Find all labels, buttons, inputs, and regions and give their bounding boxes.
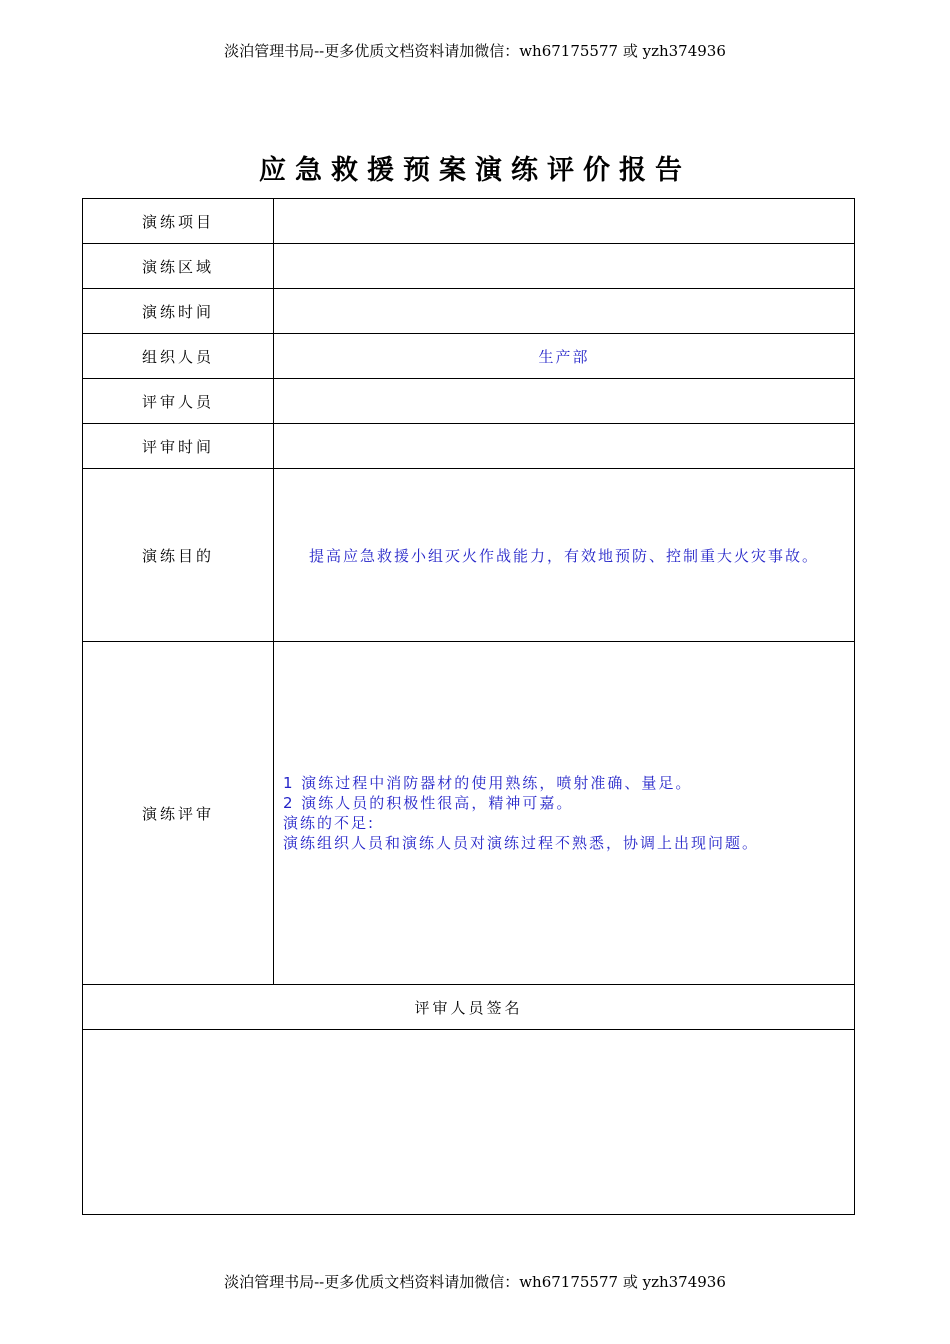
document-title: 应急救援预案演练评价报告 [259, 155, 691, 186]
header-note: 淡泊管理书局--更多优质文档资料请加微信：wh67175577 或 yzh374936 [224, 42, 726, 60]
purpose-label: 演练目的 [83, 469, 274, 642]
signature-area[interactable] [83, 1030, 855, 1215]
review-line: 演练组织人员和演练人员对演练过程不熟悉，协调上出现问题。 [283, 834, 760, 852]
reviewer-field[interactable] [274, 379, 855, 424]
evaluation-table [82, 198, 855, 1215]
project-label: 演练项目 [83, 199, 274, 244]
review-time-field[interactable] [274, 424, 855, 469]
time-label: 演练时间 [83, 289, 274, 334]
table-row [83, 469, 855, 642]
project-field[interactable] [274, 199, 855, 244]
footer-note: 淡泊管理书局--更多优质文档资料请加微信：wh67175577 或 yzh374936 [224, 1273, 726, 1291]
table-row [83, 244, 855, 289]
review-field[interactable] [274, 642, 855, 985]
review-line: 演练的不足: [283, 814, 376, 832]
reviewer-label: 评审人员 [83, 379, 274, 424]
review-time-label: 评审时间 [83, 424, 274, 469]
table-row [83, 379, 855, 424]
table-row [83, 1030, 855, 1215]
table-row [83, 334, 855, 379]
review-line: 1 演练过程中消防器材的使用熟练，喷射准确、量足。 [283, 774, 693, 792]
review-label: 演练评审 [83, 642, 274, 985]
organizer-field[interactable]: 生产部 [274, 334, 855, 379]
area-field[interactable] [274, 244, 855, 289]
table-row [83, 642, 855, 985]
table-row [83, 199, 855, 244]
table-row [83, 289, 855, 334]
signature-label: 评审人员签名 [83, 985, 855, 1030]
review-lines [274, 773, 854, 853]
area-label: 演练区域 [83, 244, 274, 289]
purpose-field[interactable]: 提高应急救援小组灭火作战能力，有效地预防、控制重大火灾事故。 [274, 469, 855, 642]
review-line: 2 演练人员的积极性很高，精神可嘉。 [283, 794, 574, 812]
table-row [83, 424, 855, 469]
organizer-label: 组织人员 [83, 334, 274, 379]
time-field[interactable] [274, 289, 855, 334]
table-row [83, 985, 855, 1030]
